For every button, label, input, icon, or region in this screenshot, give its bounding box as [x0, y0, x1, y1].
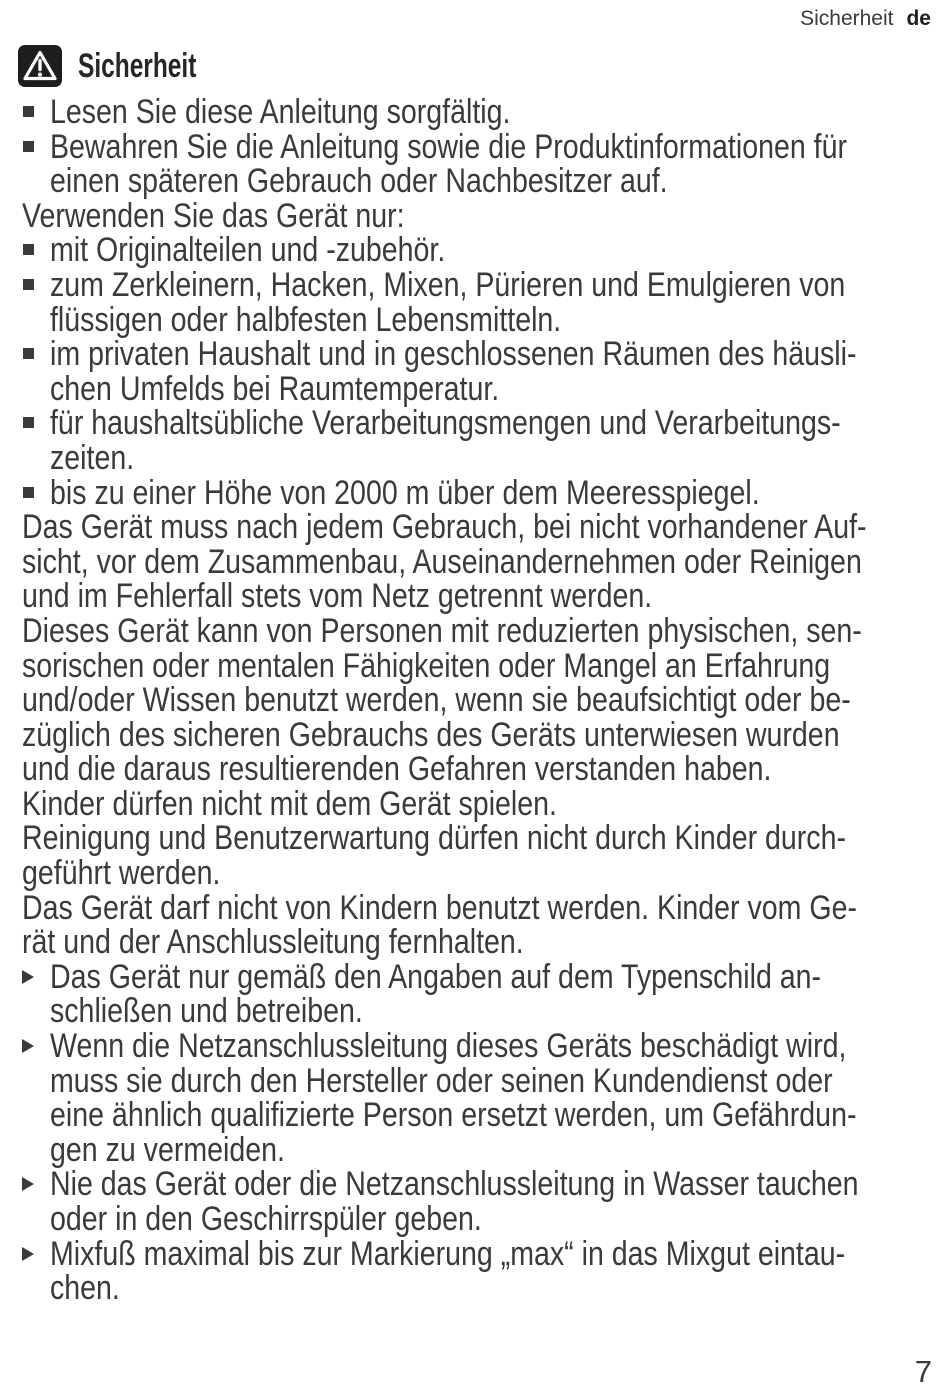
text-line: im privaten Haushalt und in geschlossenen Räumen des häusli- — [50, 335, 857, 374]
text-line: flüssigen oder halbfesten Lebensmitteln. — [50, 300, 562, 339]
arrow-bullet-icon — [22, 1237, 50, 1306]
text-line: Wenn die Netzanschlussleitung dieses Geräts beschädigt wird, — [50, 1027, 847, 1066]
list-item-text — [50, 95, 942, 130]
text-line: Bewahren Sie die Anleitung sowie die Produktinformationen für — [50, 127, 847, 166]
text-line: sorischen oder mentalen Fähigkeiten oder Mangel an Erfahrung — [22, 646, 831, 685]
list-item-text — [50, 233, 942, 268]
square-bullet-icon — [22, 476, 50, 511]
text-line: muss sie durch den Hersteller oder seinen Kundendienst oder — [50, 1061, 833, 1100]
text-line: rät und der Anschlussleitung fernhalten. — [22, 923, 524, 962]
list-item — [22, 265, 942, 339]
list-item-text — [50, 1167, 942, 1236]
content — [22, 95, 942, 1306]
text-line: züglich des sicheren Gebrauchs des Geräts unterwiesen wurden — [22, 715, 840, 754]
text-line: zum Zerkleinern, Hacken, Mixen, Pürieren und Emulgieren von — [50, 265, 846, 304]
arrow-bullet-icon — [22, 1029, 50, 1167]
arrow-bullet-icon — [22, 1167, 50, 1236]
text-line: Lesen Sie diese Anleitung sorgfältig. — [50, 93, 511, 131]
text-line: Das Gerät darf nicht von Kindern benutzt werden. Kinder vom Ge- — [22, 888, 858, 927]
text-line: zeiten. — [50, 438, 135, 477]
text-line: Dieses Gerät kann von Personen mit reduzierten physischen, sen- — [22, 611, 862, 650]
list-item — [22, 1029, 942, 1167]
list-item — [22, 233, 942, 268]
list-item — [22, 1167, 942, 1236]
list-item — [22, 95, 942, 130]
text-line: mit Originalteilen und -zubehör. — [50, 231, 446, 270]
list-item — [22, 127, 942, 201]
text-line: bis zu einer Höhe von 2000 m über dem Meeresspiegel. — [50, 473, 760, 512]
list-item — [22, 337, 942, 406]
text-line: chen. — [50, 1269, 120, 1308]
text-line: Das Gerät nur gemäß den Angaben auf dem Typenschild an- — [50, 957, 822, 996]
square-bullet-icon — [22, 337, 50, 406]
text-line: geführt werden. — [22, 854, 221, 893]
text-line: und/oder Wissen benutzt werden, wenn sie beaufsichtigt oder be- — [22, 681, 851, 720]
paragraph — [22, 784, 942, 823]
list-item-text — [50, 265, 942, 339]
square-bullet-icon — [22, 95, 50, 130]
list-item — [22, 957, 942, 1031]
text-line: Nie das Gerät oder die Netzanschlussleitung in Wasser tauchen — [50, 1165, 859, 1204]
list-item-text — [50, 1029, 942, 1167]
paragraph — [22, 196, 942, 235]
text-line: gen zu vermeiden. — [50, 1130, 285, 1169]
text-line: einen späteren Gebrauch oder Nachbesitzer auf. — [50, 162, 668, 201]
list-item — [22, 473, 942, 512]
text-line: sicht, vor dem Zusammenbau, Auseinandernehmen oder Reinigen — [22, 542, 862, 581]
square-bullet-icon — [22, 233, 50, 268]
section-heading — [18, 45, 242, 87]
list-item-text — [50, 473, 942, 512]
page-header — [800, 7, 931, 31]
list-item-text — [50, 957, 942, 1031]
list-item-text — [50, 127, 942, 201]
paragraph — [22, 888, 942, 962]
text-line: Verwenden Sie das Gerät nur: — [22, 196, 405, 235]
paragraph — [22, 819, 942, 893]
header-language-label: de — [906, 7, 931, 30]
square-bullet-icon — [22, 268, 50, 337]
section-title: Sicherheit — [78, 46, 197, 85]
text-line: chen Umfelds bei Raumtemperatur. — [50, 369, 500, 408]
list-item — [22, 406, 942, 475]
text-line: eine ähnlich qualifizierte Person ersetzt werden, um Gefährdun- — [50, 1096, 857, 1135]
text-line: Das Gerät muss nach jedem Gebrauch, bei nicht vorhandener Auf- — [22, 508, 867, 547]
text-line: Kinder dürfen nicht mit dem Gerät spielen. — [22, 784, 557, 823]
list-item — [22, 1234, 942, 1308]
square-bullet-icon — [22, 406, 50, 475]
warning-triangle-icon — [18, 45, 62, 87]
text-line: Reinigung und Benutzerwartung dürfen nicht durch Kinder durch- — [22, 819, 846, 858]
text-line: für haushaltsübliche Verarbeitungsmengen und Verarbeitungs- — [50, 404, 841, 443]
text-line: und die daraus resultierenden Gefahren verstanden haben. — [22, 750, 772, 789]
paragraph — [22, 510, 942, 614]
paragraph — [22, 611, 942, 789]
header-section-label: Sicherheit — [800, 7, 894, 30]
text-line: und im Fehlerfall stets vom Netz getrennt werden. — [22, 577, 653, 616]
page-number: 7 — [914, 1354, 932, 1389]
list-item-text — [50, 406, 942, 475]
square-bullet-icon — [22, 130, 50, 199]
text-line: oder in den Geschirrspüler geben. — [50, 1200, 482, 1238]
list-item-text — [50, 337, 942, 406]
list-item-text — [50, 1234, 942, 1308]
arrow-bullet-icon — [22, 960, 50, 1029]
text-line: Mixfuß maximal bis zur Markierung „max“ in das Mixgut eintau- — [50, 1234, 846, 1273]
text-line: schließen und betreiben. — [50, 992, 363, 1031]
